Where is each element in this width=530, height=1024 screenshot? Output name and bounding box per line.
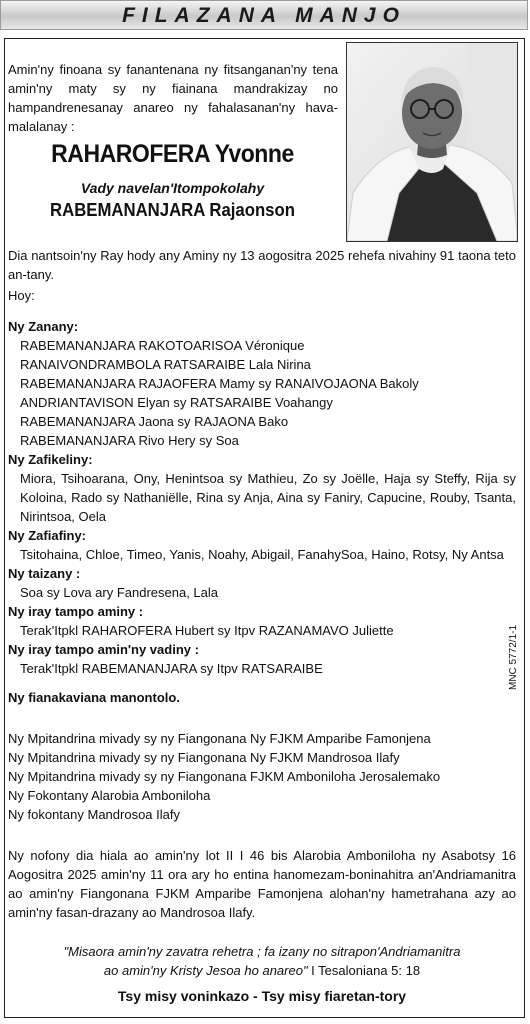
- reference-code: MNC 5772/1-1: [508, 624, 519, 690]
- spouse-name: RABEMANANJARA Rajaonson: [50, 200, 295, 220]
- grandchildren-list: Miora, Tsihoarana, Ony, Henintsoa sy Mathieu, Zo sy Joëlle, Haja sy Steffy, Rija sy Koloina, Rado sy Nathaniëlle, Rina sy Anja, Aina sy Faniry, Capucine, Rouby, Tsanta, Nirintsoa, Oela: [20, 471, 516, 524]
- siblings-label: Ny taizany :: [8, 566, 81, 581]
- church-line: Ny Mpitandrina mivady sy ny Fiangonana Ny FJKM Amparibe Famonjena: [8, 731, 431, 746]
- child-item: RABEMANANJARA RAJAOFERA Mamy sy RANAIVOJAONA Bakoly: [20, 376, 419, 391]
- notice-body: [8, 246, 516, 922]
- own-family-list: Terak'Itpkl RAHAROFERA Hubert sy Itpv RAZANAMAVO Juliette: [20, 623, 394, 638]
- quote-reference: I Tesaloniana 5: 18: [307, 963, 421, 978]
- spouse-family-label: Ny iray tampo amin'ny vadiny :: [8, 642, 199, 657]
- children-label: Ny Zanany:: [8, 319, 79, 334]
- church-line: Ny fokontany Mandrosoa Ilafy: [8, 807, 180, 822]
- hoy-label: Hoy:: [8, 288, 35, 303]
- siblings-list: Soa sy Lova ary Fandresena, Lala: [20, 585, 219, 600]
- deceased-name: RAHAROFERA Yvonne: [51, 140, 294, 168]
- church-line: Ny Mpitandrina mivady sy ny Fiangonana Ny FJKM Mandrosoa Ilafy: [8, 750, 400, 765]
- church-line: Ny Fokontany Alarobia Amboniloha: [8, 788, 211, 803]
- child-item: RABEMANANJARA Rivo Hery sy Soa: [20, 433, 239, 448]
- notice-title: FILAZANA MANJO: [122, 4, 406, 27]
- funeral-details: Ny nofony dia hiala ao amin'ny lot II I 46 bis Alarobia Amboniloha ny Asabotsy 16 Aogositra 2025 amin'ny 11 ora ary ho entina hanomezam-boninahitra an'Andriamanitra ao amin'ny Fiangonana FJKM Amparibe Famonjena alohan'ny hametrahana azy ao amin'ny fasan-drazany ao Mandrosoa Ilafy.: [8, 848, 516, 920]
- death-notice: Dia nantsoin'ny Ray hody any Aminy ny 13 aogositra 2025 rehefa nivahiny 91 taona teto an-tany.: [8, 248, 516, 282]
- child-item: RANAIVONDRAMBOLA RATSARAIBE Lala Nirina: [20, 357, 311, 372]
- child-item: RABEMANANJARA RAKOTOARISOA Véronique: [20, 338, 305, 353]
- child-item: RABEMANANJARA Jaona sy RAJAONA Bako: [20, 414, 289, 429]
- own-family-label: Ny iray tampo aminy :: [8, 604, 144, 619]
- church-line: Ny Mpitandrina mivady sy ny Fiangonana FJKM Amboniloha Jerosalemako: [8, 769, 441, 784]
- footer-note: Tsy misy voninkazo - Tsy misy fiaretan-tory: [117, 988, 407, 1004]
- deceased-relation: Vady navelan'Itompokolahy: [80, 180, 265, 196]
- header-band: [0, 0, 528, 30]
- great-grandchildren-list: Tsitohaina, Chloe, Timeo, Yanis, Noahy, Abigail, FanahySoa, Haino, Rotsy, Ny Antsa: [20, 547, 504, 562]
- bible-quote: [8, 942, 516, 980]
- portrait-image: [347, 43, 517, 241]
- child-item: ANDRIANTAVISON Elyan sy RATSARAIBE Voahangy: [20, 395, 333, 410]
- quote-line-1: "Misaora amin'ny zavatra rehetra ; fa izany no sitrapon'Andriamanitra: [63, 944, 461, 959]
- spouse-family-list: Terak'Itpkl RABEMANANJARA sy Itpv RATSARAIBE: [20, 661, 323, 676]
- intro-text: Amin'ny finoana sy fanantenana ny fitsanganan'ny tena amin'ny maty sy ny fiainana mandrakizay no hampandrenesanay anareo ny fahalasanan'ny hava-malalanay :: [8, 62, 338, 134]
- deceased-portrait: [346, 42, 518, 242]
- great-grandchildren-label: Ny Zafiafiny:: [8, 528, 87, 543]
- grandchildren-label: Ny Zafikeliny:: [8, 452, 93, 467]
- extended-family: Ny fianakaviana manontolo.: [8, 690, 180, 705]
- quote-line-2: ao amin'ny Kristy Jesoa ho anareo": [103, 963, 308, 978]
